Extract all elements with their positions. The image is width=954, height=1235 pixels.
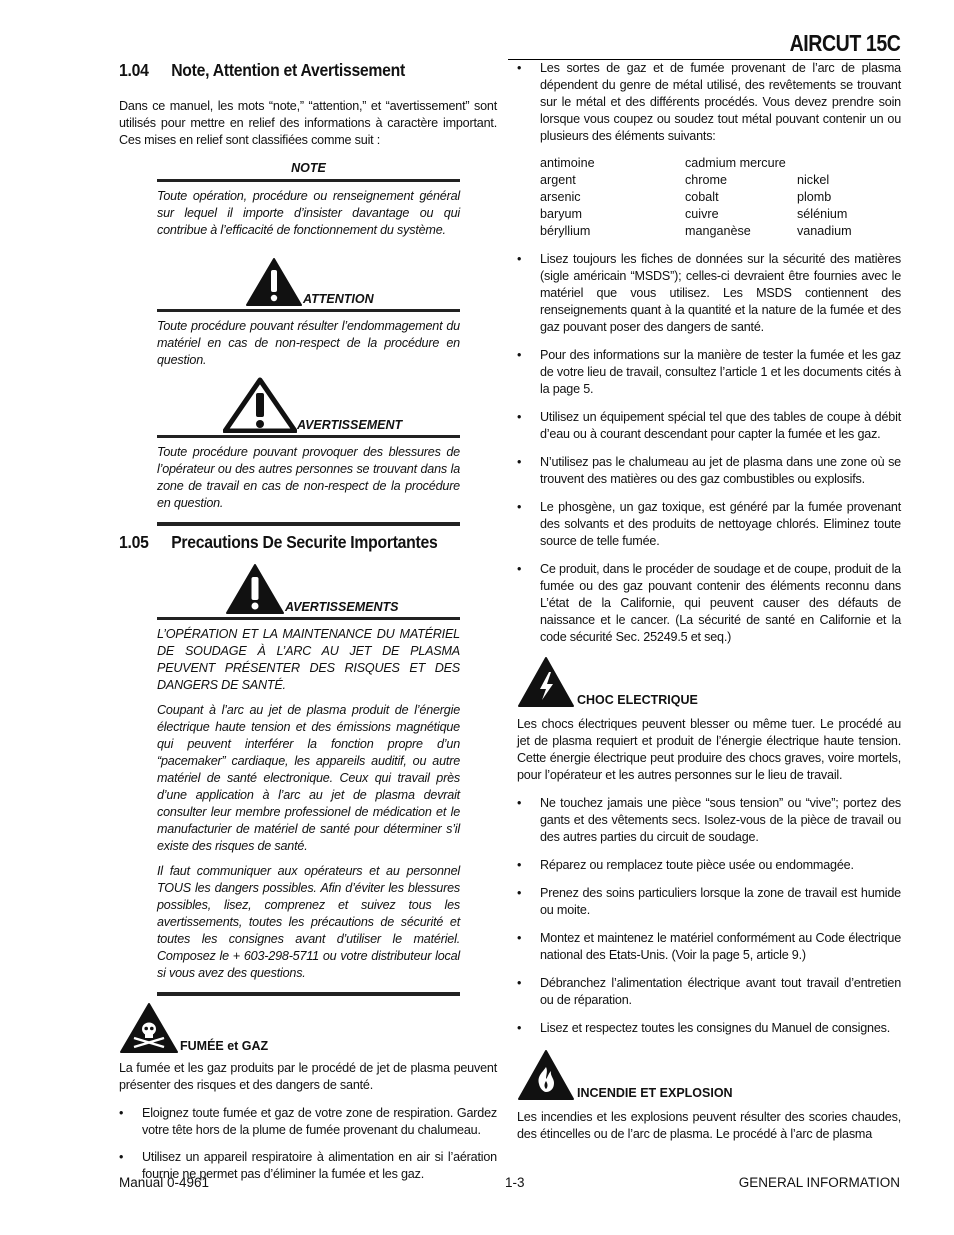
metal-item: cobalt xyxy=(685,190,719,204)
section-divider xyxy=(157,522,460,526)
list-item: • Utilisez un équipement spécial tel que des tables de coupe à débit d’eau ou à courant descendant pour capter la fumée et les gaz. xyxy=(517,409,901,443)
fire-header xyxy=(517,1049,901,1101)
avertissements-para-2: Coupant à l’arc au jet de plasma produit de l’énergie électrique haute tension et des émissions magnétique qui peuvent interférer la fonction propre d’un “pacemaker” cardiaque, les appareils auditif, ou autre matériel de santé electronique. Ceux qui travail près d’une application à l’arc au jet de plasma devrait consulter leur membre professionel de médication et le manufacturier de matériel de santé pour déterminer s’il existe des risques de santé. xyxy=(157,703,460,853)
list-item: • Montez et maintenez le matériel conformément au Code électrique national des Etats-Unis. (Voir la page 5, article 9.) xyxy=(517,930,901,964)
fire-label: INCENDIE ET EXPLOSION xyxy=(577,1086,733,1100)
metal-item: plomb xyxy=(797,190,832,204)
section-1-05-heading: 1.05 Precautions De Securite Importantes xyxy=(119,532,438,552)
metal-item: cuivre xyxy=(685,207,719,221)
attention-warning-triangle-icon xyxy=(246,257,302,307)
list-item: • Ce produit, dans le procéder de soudage et de coupe, produit de la fumée ou des gaz pouvant contenir des éléments reconnu dans L’état de la Californie, qui peuvent causer des défauts de naissance et le cancer. (La sécurité de santé en Californie et la code sécurité Sec. 25249.5 et seq.) xyxy=(517,561,901,646)
fumes-continued-list xyxy=(517,60,901,145)
footer-manual-number: Manual 0-4961 xyxy=(119,1175,210,1190)
section-1-04-heading: 1.04 Note, Attention et Avertissement xyxy=(119,60,405,80)
fumes-label: FUMÉE et GAZ xyxy=(180,1039,269,1053)
avertissements-label: AVERTISSEMENTS xyxy=(285,600,399,614)
fire-intro: Les incendies et les explosions peuvent résulter des scories chaudes, des étincelles ou de l’arc de plasma. Le procédé à l’arc de plasma xyxy=(517,1110,901,1141)
electric-shock-icon xyxy=(517,656,575,708)
list-item: • Le phosgène, un gaz toxique, est généré par la fumée provenant des solvants et des produits de nettoyage chlorés. Eliminez toute source de telle fumée. xyxy=(517,499,901,550)
list-item: • Ne touchez jamais une pièce “sous tension” ou “vive”; portez des gants et des vêtements secs. Isolez-vous de la pièce de travail ou des autres parties du circuit de soudage. xyxy=(517,795,901,846)
metal-item: arsenic xyxy=(540,190,581,204)
list-item: • Lisez et respectez toutes les consignes du Manuel de consignes. xyxy=(517,1020,901,1037)
avertissements-warning-triangle-icon xyxy=(225,563,285,615)
fumes-bullet-list xyxy=(119,1105,497,1183)
fumes-header xyxy=(119,1002,497,1054)
metal-item: vanadium xyxy=(797,224,852,238)
list-item: • Eloignez toute fumée et gaz de votre zone de respiration. Gardez votre tête hors de la plume de fumée provenant du chalumeau. xyxy=(119,1105,497,1139)
avertissements-header xyxy=(157,557,460,620)
list-item: • Lisez toujours les fiches de données sur la sécurité des matières (sigle américain “MSDS”); celles-ci devraient être fournies avec le matériel que vous utilisez. Les MSDS contiennent des renseignements quant à la quantité et la nature de la fumée et des gaz pouvant poser des dangers de santé. xyxy=(517,251,901,336)
avertissements-block xyxy=(157,557,460,996)
metal-item: baryum xyxy=(540,207,582,221)
footer-page-number: 1-3 xyxy=(505,1175,525,1190)
fire-explosion-icon xyxy=(517,1049,575,1101)
shock-label: CHOC ELECTRIQUE xyxy=(577,693,698,707)
attention-header xyxy=(157,251,460,312)
footer-section-title: GENERAL INFORMATION xyxy=(738,1175,900,1190)
note-label: NOTE xyxy=(157,161,460,182)
avertissements-para-1: L’OPÉRATION ET LA MAINTENANCE DU MATÉRIEL DE SOUDAGE À L’ARC AU JET DE PLASMA PEUVENT PRÉSENTER DES RISQUES ET DES DANGERS DE SANTÉ. xyxy=(157,627,460,692)
shock-header xyxy=(517,656,901,708)
left-column xyxy=(119,60,497,1183)
list-item: • Pour des informations sur la manière de tester la fumée et les gaz de votre lieu de travail, consultez l’article 1 et les documents cités à la page 5. xyxy=(517,347,901,398)
list-item: • Débranchez l’alimentation électrique avant tout travail d’entretien ou de réparation. xyxy=(517,975,901,1009)
skull-crossbones-icon xyxy=(119,1002,179,1054)
fumes-intro: La fumée et les gaz produits par le procédé de jet de plasma peuvent présenter des risques et des dangers de santé. xyxy=(119,1061,497,1092)
note-block xyxy=(157,161,460,526)
attention-text: Toute procédure pouvant résulter l’endommagement du matériel en cas de non-respect de la procédure en question. xyxy=(157,319,460,367)
metal-item: argent xyxy=(540,173,576,187)
metals-table xyxy=(540,155,901,240)
metal-item: cadmium mercure xyxy=(685,156,786,170)
shock-bullet-list xyxy=(517,795,901,1037)
avertissements-divider xyxy=(157,992,460,996)
metal-item: béryllium xyxy=(540,224,591,238)
metal-item: nickel xyxy=(797,173,830,187)
list-item: • Réparez ou remplacez toute pièce usée ou endommagée. xyxy=(517,857,901,874)
page-title: AIRCUT 15C xyxy=(789,30,900,56)
metal-item: chrome xyxy=(685,173,727,187)
note-text: Toute opération, procédure ou renseignement général sur lequel il importe d’insister davantage ou qui contribue à l’efficacité de fonctionnement du système. xyxy=(157,189,460,237)
shock-intro: Les chocs électriques peuvent blesser ou même tuer. Le procédé au jet de plasma requiert et produit de l’énergie électrique haute tension. Cette énergie électrique peut produire des chocs graves, voire mortels, pour l’opérateur et les autres personnes sur le lieu de travail. xyxy=(517,717,901,782)
section-1-04-intro: Dans ce manuel, les mots “note,” “attention,” et “avertissement” sont utilisés pour mettre en relief des informations à caractère important. Ces mises en relief sont classifiées comme suit : xyxy=(119,99,497,147)
metal-item: manganèse xyxy=(685,224,751,238)
metal-item: antimoine xyxy=(540,156,595,170)
right-column xyxy=(517,60,901,1143)
avertissement-label: AVERTISSEMENT xyxy=(297,418,403,432)
list-item: • Utilisez un appareil respiratoire à alimentation en air si l’aération fournie ne permet pas d’éliminer la fumée et les gaz. xyxy=(119,1149,497,1183)
attention-label: ATTENTION xyxy=(303,292,374,306)
avertissement-text: Toute procédure pouvant provoquer des blessures de l’opérateur ou des autres personnes se trouvant dans la zone de travail en cas de non-respect de la procédure en question. xyxy=(157,445,460,510)
list-item: • Les sortes de gaz et de fumée provenant de l’arc de plasma dépendent du genre de métal utilisé, des revêtements se trouvant sur le métal et des différents procédés. Vous devez prendre soin lorsque vous coupez ou soudez tout métal pouvant contenir un ou plusieurs des éléments suivants: xyxy=(517,60,901,145)
avertissements-para-3: Il faut communiquer aux opérateurs et au personnel TOUS les dangers possibles. Afin d’éviter les blessures possibles, lisez, comprenez et suivez tous les avertissements, toutes les précautions de sécurité et toutes les consignes avant d’utiliser le matériel. Composez le + 603-298-5711 ou votre distributeur local si vous avez des questions. xyxy=(157,864,460,980)
metal-item: sélénium xyxy=(797,207,848,221)
avertissement-warning-triangle-icon xyxy=(223,377,297,433)
fumes-safety-list xyxy=(517,251,901,646)
list-item: • Prenez des soins particuliers lorsque la zone de travail est humide ou moite. xyxy=(517,885,901,919)
avertissement-header xyxy=(157,373,460,438)
list-item: • N’utilisez pas le chalumeau au jet de plasma dans une zone où se trouvent des matières ou des gaz combustibles ou explosifs. xyxy=(517,454,901,488)
